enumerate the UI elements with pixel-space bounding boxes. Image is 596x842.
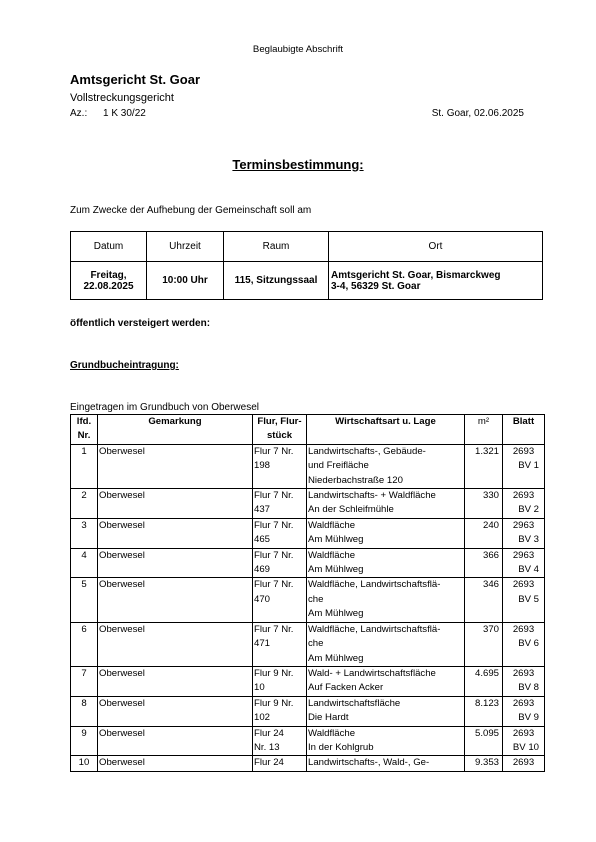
cell-area: 8.123 [465,696,503,726]
cell-gemarkung: Oberwesel [98,696,253,726]
flur-line: 470 [254,593,271,605]
flur-line: Flur 7 Nr. [254,623,294,635]
cell-blatt [503,756,545,771]
flur-line: 198 [254,460,271,472]
cell-flur [253,518,307,548]
cell-flur [253,622,307,666]
court-name: Amtsgericht St. Goar [70,72,201,87]
flur-line: Flur 9 Nr. [254,667,294,679]
cell-wirtschaft [307,696,465,726]
blatt-line: 2693 [512,490,535,502]
wirtschaft-line: che [308,593,324,605]
flur-line: Flur 7 Nr. [254,490,294,502]
appointment-row [71,262,543,300]
appointment-time: 10:00 Uhr [147,262,224,300]
flur-line: 10 [254,682,265,694]
header-time: Uhrzeit [147,232,224,262]
cell-nr: 1 [71,444,98,488]
wirtschaft-line: In der Kohlgrub [308,741,374,753]
cell-area: 9.353 [465,756,503,771]
blatt-line: 2693 [512,757,535,769]
wirtschaft-line: Die Hardt [308,712,349,724]
place-line-2: 3-4, 56329 St. Goar [331,280,421,292]
wirtschaft-line: Wald- + Landwirtschaftsfläche [308,667,436,679]
appointment-place [329,262,543,300]
cell-nr: 4 [71,548,98,578]
flur-line: Flur 7 Nr. [254,519,294,531]
intro-text: Zum Zwecke der Aufhebung der Gemeinschaft soll am [70,205,312,216]
cell-blatt [503,622,545,666]
cell-wirtschaft [307,666,465,696]
place-and-date: St. Goar, 02.06.2025 [431,108,524,119]
wirtschaft-line: Am Mühlweg [308,608,364,620]
cell-area: 346 [465,578,503,622]
cell-area: 370 [465,622,503,666]
cell-gemarkung: Oberwesel [98,578,253,622]
wirtschaft-line: Landwirtschafts- + Waldfläche [308,490,436,502]
cell-nr: 6 [71,622,98,666]
appointment-header-row [71,232,543,262]
flur-line: 469 [254,564,271,576]
flur-line: Flur 7 Nr. [254,549,294,561]
cell-gemarkung: Oberwesel [98,726,253,756]
document-title: Terminsbestimmung: [232,157,364,172]
auction-statement: öffentlich versteigert werden: [70,318,211,329]
cell-blatt [503,666,545,696]
cell-gemarkung: Oberwesel [98,518,253,548]
table-row [71,622,545,666]
cell-wirtschaft [307,444,465,488]
header-place: Ort [329,232,543,262]
plots-header-row [71,415,545,445]
cell-gemarkung: Oberwesel [98,489,253,519]
blatt-line: BV 4 [518,564,539,576]
land-register-intro: Eingetragen im Grundbuch von Oberwesel [70,402,259,413]
table-row [71,666,545,696]
wirtschaft-line: Am Mühlweg [308,652,364,664]
wirtschaft-line: Landwirtschaftsfläche [308,697,401,709]
certified-copy-note: Beglaubigte Abschrift [252,44,344,55]
cell-nr: 2 [71,489,98,519]
cell-blatt [503,518,545,548]
flur-line: Flur 9 Nr. [254,697,294,709]
cell-nr: 3 [71,518,98,548]
blatt-line: BV 10 [512,741,539,753]
blatt-line: BV 5 [518,593,539,605]
table-row [71,726,545,756]
file-number-label: Az.: [70,108,88,119]
cell-nr: 8 [71,696,98,726]
cell-area: 240 [465,518,503,548]
cell-blatt [503,548,545,578]
date-weekday: Freitag, [90,269,127,281]
cell-area: 1.321 [465,444,503,488]
appointment-date [71,262,147,300]
cell-blatt [503,444,545,488]
flur-line: Flur 24 [254,727,284,739]
wirtschaft-line: Am Mühlweg [308,564,364,576]
col-header-nr: lfd. Nr. [71,415,98,445]
blatt-line: 2693 [512,667,535,679]
table-row [71,548,545,578]
cell-blatt [503,696,545,726]
cell-wirtschaft [307,726,465,756]
cell-flur [253,666,307,696]
land-register-heading: Grundbucheintragung: [70,360,179,371]
cell-wirtschaft [307,548,465,578]
col-header-wirtschaft: Wirtschaftsart u. Lage [307,415,465,445]
wirtschaft-line: Waldfläche [308,519,356,531]
cell-gemarkung: Oberwesel [98,548,253,578]
wirtschaft-line: Landwirtschafts-, Wald-, Ge- [308,757,430,769]
blatt-line: BV 3 [518,534,539,546]
date-value: 22.08.2025 [83,280,134,292]
cell-gemarkung: Oberwesel [98,666,253,696]
wirtschaft-line: Landwirtschafts-, Gebäude- [308,445,426,457]
place-line-1: Amtsgericht St. Goar, Bismarckweg [331,269,501,281]
cell-area: 330 [465,489,503,519]
cell-wirtschaft [307,518,465,548]
cell-flur [253,489,307,519]
cell-wirtschaft [307,622,465,666]
table-row [71,696,545,726]
court-department: Vollstreckungsgericht [70,92,174,104]
blatt-line: 2693 [512,579,535,591]
flur-line: Flur 7 Nr. [254,579,294,591]
cell-gemarkung: Oberwesel [98,444,253,488]
header-date: Datum [71,232,147,262]
table-row [71,518,545,548]
flur-line: Flur 24 [254,757,284,769]
wirtschaft-line: An der Schleifmühle [308,504,394,516]
blatt-line: BV 9 [518,712,539,724]
wirtschaft-line: Waldfläche, Landwirtschaftsflä- [308,579,441,591]
cell-flur [253,726,307,756]
flur-line: 102 [254,712,271,724]
col-header-flur: Flur, Flur- stück [253,415,307,445]
table-row [71,489,545,519]
cell-wirtschaft [307,756,465,771]
cell-flur [253,444,307,488]
blatt-line: 2693 [512,727,535,739]
cell-area: 366 [465,548,503,578]
blatt-line: 2963 [512,549,535,561]
blatt-line: 2693 [512,623,535,635]
col-header-area: m² [465,415,503,445]
cell-nr: 9 [71,726,98,756]
blatt-line: 2963 [512,519,535,531]
header-room: Raum [224,232,329,262]
blatt-line: 2693 [512,445,535,457]
wirtschaft-line: Niederbachstraße 120 [308,474,403,486]
cell-flur [253,578,307,622]
flur-line: 471 [254,638,271,650]
appointment-room: 115, Sitzungssaal [224,262,329,300]
blatt-line: BV 1 [518,460,539,472]
cell-blatt [503,489,545,519]
flur-line: 465 [254,534,271,546]
cell-nr: 10 [71,756,98,771]
table-row [71,756,545,771]
wirtschaft-line: Waldfläche [308,549,356,561]
appointment-table [70,231,543,300]
cell-area: 5.095 [465,726,503,756]
cell-nr: 7 [71,666,98,696]
wirtschaft-line: che [308,638,324,650]
flur-line: Flur 7 Nr. [254,445,294,457]
file-number-value: 1 K 30/22 [103,108,146,119]
cell-flur [253,548,307,578]
cell-blatt [503,578,545,622]
cell-gemarkung: Oberwesel [98,756,253,771]
cell-wirtschaft [307,489,465,519]
cell-nr: 5 [71,578,98,622]
cell-area: 4.695 [465,666,503,696]
blatt-line: BV 6 [518,638,539,650]
blatt-line: BV 8 [518,682,539,694]
cell-flur [253,696,307,726]
blatt-line: BV 2 [518,504,539,516]
wirtschaft-line: Waldfläche [308,727,356,739]
flur-line: 437 [254,504,271,516]
wirtschaft-line: Auf Facken Acker [308,682,384,694]
cell-flur [253,756,307,771]
wirtschaft-line: Waldfläche, Landwirtschaftsflä- [308,623,441,635]
flur-line: Nr. 13 [254,741,280,753]
cell-wirtschaft [307,578,465,622]
table-row [71,578,545,622]
col-header-gemarkung: Gemarkung [98,415,253,445]
plots-table [70,414,545,772]
plots-body [71,444,545,771]
blatt-line: 2693 [512,697,535,709]
col-header-blatt: Blatt [503,415,545,445]
wirtschaft-line: und Freifläche [308,460,369,472]
cell-blatt [503,726,545,756]
wirtschaft-line: Am Mühlweg [308,534,364,546]
cell-gemarkung: Oberwesel [98,622,253,666]
table-row [71,444,545,488]
